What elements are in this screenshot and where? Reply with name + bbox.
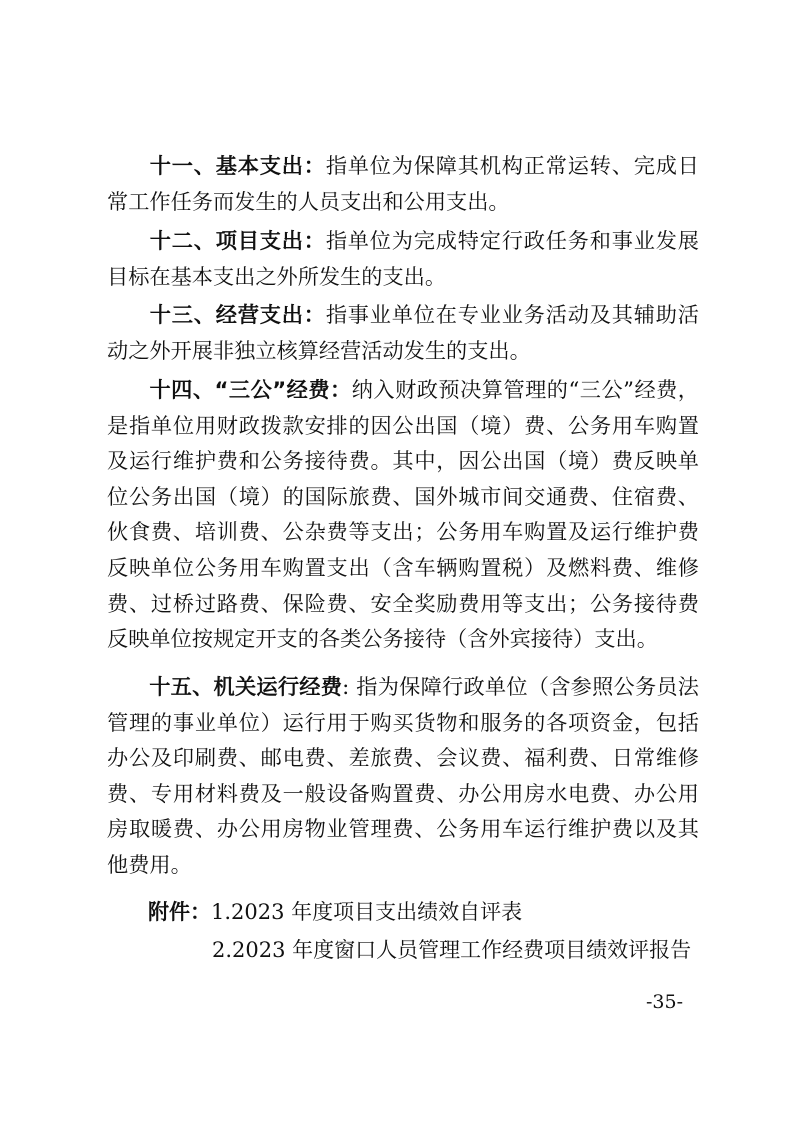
term-heading: 十五、机关运行经费 xyxy=(149,674,343,699)
term-definition: : 指为保障行政单位（含参照公务员法管理的事业单位）运行用于购买货物和服务的各项资金，包括办公及印刷费、邮电费、差旅费、会议费、福利费、日常维修费、专用材料费及一般设备购置费、办公用房水电费、办公用房取暖费、办公用房物业管理费、公务用车运行维护费以及其他费用。 xyxy=(107,674,699,877)
attachment-item-1: 1.2023 年度项目支出绩效自评表 xyxy=(211,900,523,924)
section-14 xyxy=(107,372,699,657)
attachment-item-2: 2.2023 年度窗口人员管理工作经费项目绩效评报告 xyxy=(212,938,692,962)
attachment-line-2 xyxy=(212,935,691,965)
term-definition: 指单位为完成特定行政任务和事业发展目标在基本支出之外所发生的支出。 xyxy=(107,228,699,289)
attachment-label: 附件： xyxy=(148,900,211,924)
term-heading: 十三、经营支出： xyxy=(149,302,326,327)
section-15 xyxy=(107,669,699,883)
term-heading: 十二、项目支出： xyxy=(149,228,326,253)
term-definition: 纳入财政预决算管理的“三公”经费，是指单位用财政拨款安排的因公出国（境）费、公务用车购置及运行维护费和公务接待费。其中，因公出国（境）费反映单位公务出国（境）的国际旅费、国外城市间交通费、住宿费、伙食费、培训费、公杂费等支出；公务用车购置及运行维护费反映单位公务用车购置支出（含车辆购置税）及燃料费、维修费、过桥过路费、保险费、安全奖励费用等支出；公务接待费反映单位按规定开支的各类公务接待（含外宾接待）支出。 xyxy=(107,377,699,652)
section-11 xyxy=(107,148,699,219)
term-definition: 指单位为保障其机构正常运转、完成日常工作任务而发生的人员支出和公用支出。 xyxy=(107,153,699,214)
page-number: -35- xyxy=(646,991,684,1013)
section-13 xyxy=(107,297,699,368)
term-definition: 指事业单位在专业业务活动及其辅助活动之外开展非独立核算经营活动发生的支出。 xyxy=(107,302,699,363)
attachment-line-1 xyxy=(148,897,522,927)
term-heading: 十一、基本支出： xyxy=(149,153,326,178)
section-12 xyxy=(107,223,699,294)
term-heading: 十四、“三公”经费： xyxy=(149,377,352,402)
